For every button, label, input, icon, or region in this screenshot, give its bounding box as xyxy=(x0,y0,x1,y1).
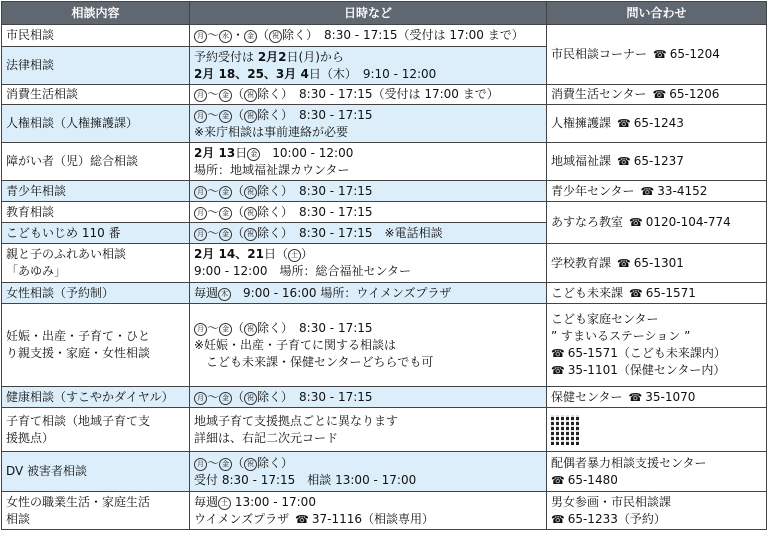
row-schedule: 月 ～ 金 （ 祝 除く） 8:30 - 17:15 ※来庁相談は事前連絡が必要 xyxy=(190,105,547,143)
row-name: 健康相談（すこやかダイヤル） xyxy=(2,387,190,408)
row-name: 市民相談 xyxy=(2,25,190,47)
phone-icon: ☎ xyxy=(629,216,643,229)
row-contact: こども家庭センター ” すまいるステーション ” ☎ 65-1571（こども未来課内） ☎ 35-1101（保健センター内） xyxy=(547,304,767,387)
row-schedule: 2月 13日 金 10:00 - 12:00 場所：地域福祉課カウンター xyxy=(190,143,547,181)
row-name: 子育て相談（地域子育て支 援拠点） xyxy=(2,408,190,452)
row-schedule: 月 ～ 水 ・ 金 （ 祝 除く） 8:30 - 17:15（受付は 17:00 まで） xyxy=(190,25,547,47)
phone-icon: ☎ xyxy=(640,184,655,198)
phone-icon: ☎ xyxy=(551,473,565,487)
row-name: 妊娠・出産・子育て・ひと り親支援・家庭・女性相談 xyxy=(2,304,190,387)
row-contact: 学校教育課 ☎ 65-1301 xyxy=(547,244,767,283)
row-name: 青少年相談 xyxy=(2,181,190,202)
phone-icon: ☎ xyxy=(617,256,631,270)
phone-icon: ☎ xyxy=(617,155,631,168)
header-consultation: 相談内容 xyxy=(2,2,190,25)
row-schedule: 2月 14、21日（ 土 ） 9:00 - 12:00 場所：総合福祉センター xyxy=(190,244,547,283)
row-contact: 男女参画・市民相談課 ☎ 65-1233（予約） xyxy=(547,492,767,530)
row-schedule: 毎週 木 9:00 - 16:00 場所：ウイメンズプラザ xyxy=(190,283,547,304)
row-name: 人権相談（人権擁護課） xyxy=(2,105,190,143)
row-name: 親と子のふれあい相談 「あゆみ」 xyxy=(2,244,190,283)
row-schedule: 月 ～ 金 （ 祝 除く） 8:30 - 17:15 ※妊娠・出産・子育てに関する相談は こども未来課・保健センターどちらでも可 xyxy=(190,304,547,387)
row-name: DV 被害者相談 xyxy=(2,452,190,492)
row-schedule: 月 ～ 金 （ 祝 除く） 8:30 - 17:15 ※電話相談 xyxy=(190,223,547,244)
row-schedule: 地域子育て支援拠点ごとに異なります 詳細は、右記二次元コード xyxy=(190,408,547,452)
row-schedule: 月 ～ 金 （ 祝 除く） 8:30 - 17:15 xyxy=(190,202,547,223)
phone-icon: ☎ xyxy=(628,390,643,404)
phone-icon: ☎ xyxy=(551,364,565,377)
row-contact: 地域福祉課 ☎ 65-1237 xyxy=(547,143,767,181)
row-contact: 青少年センター ☎ 33-4152 xyxy=(547,181,767,202)
row-name: 女性相談（予約制） xyxy=(2,283,190,304)
row-schedule: 月 ～ 金 （ 祝 除く） 8:30 - 17:15 xyxy=(190,181,547,202)
row-schedule: 月 ～ 金 （ 祝 除く） 受付 8:30 - 17:15 相談 13:00 - 17:00 xyxy=(190,452,547,492)
row-contact: 市民相談コーナー ☎ 65-1204 xyxy=(547,25,767,85)
phone-icon: ☎ xyxy=(629,286,643,300)
row-schedule: 予約受付は 2月2日(月)から 2月 18、25、3月 4日（木） 9:10 - 12:00 xyxy=(190,47,547,85)
header-contact: 問い合わせ xyxy=(547,2,767,25)
row-name: 障がい者（児）総合相談 xyxy=(2,143,190,181)
row-contact: こども未来課 ☎ 65-1571 xyxy=(547,283,767,304)
row-contact: 配偶者暴力相談支援センター ☎ 65-1480 xyxy=(547,452,767,492)
row-name: 法律相談 xyxy=(2,47,190,85)
row-name: 女性の職業生活・家庭生活 相談 xyxy=(2,492,190,530)
phone-icon: ☎ xyxy=(551,512,565,526)
consultation-table xyxy=(1,1,767,530)
row-contact: 保健センター ☎ 35-1070 xyxy=(547,387,767,408)
row-contact: あすなろ教室 ☎ 0120-104-774 xyxy=(547,202,767,244)
row-contact: 人権擁護課 ☎ 65-1243 xyxy=(547,105,767,143)
phone-icon: ☎ xyxy=(295,512,309,526)
phone-icon: ☎ xyxy=(652,88,667,101)
row-contact xyxy=(547,408,767,452)
phone-icon: ☎ xyxy=(653,48,667,61)
mon-mark: 月 xyxy=(194,30,207,43)
header-schedule: 日時など xyxy=(190,2,547,25)
row-contact: 消費生活センター ☎ 65-1206 xyxy=(547,85,767,105)
row-name: こどもいじめ 110 番 xyxy=(2,223,190,244)
phone-icon: ☎ xyxy=(617,117,631,130)
qr-code-icon[interactable] xyxy=(551,415,581,445)
phone-icon: ☎ xyxy=(551,347,565,360)
row-schedule: 月 ～ 金 （ 祝 除く） 8:30 - 17:15 xyxy=(190,387,547,408)
row-name: 教育相談 xyxy=(2,202,190,223)
row-name: 消費生活相談 xyxy=(2,85,190,105)
row-schedule: 月 ～ 金 （ 祝 除く） 8:30 - 17:15（受付は 17:00 まで） xyxy=(190,85,547,105)
row-schedule: 毎週 土 13:00 - 17:00 ウイメンズプラザ ☎ 37-1116（相談専用） xyxy=(190,492,547,530)
